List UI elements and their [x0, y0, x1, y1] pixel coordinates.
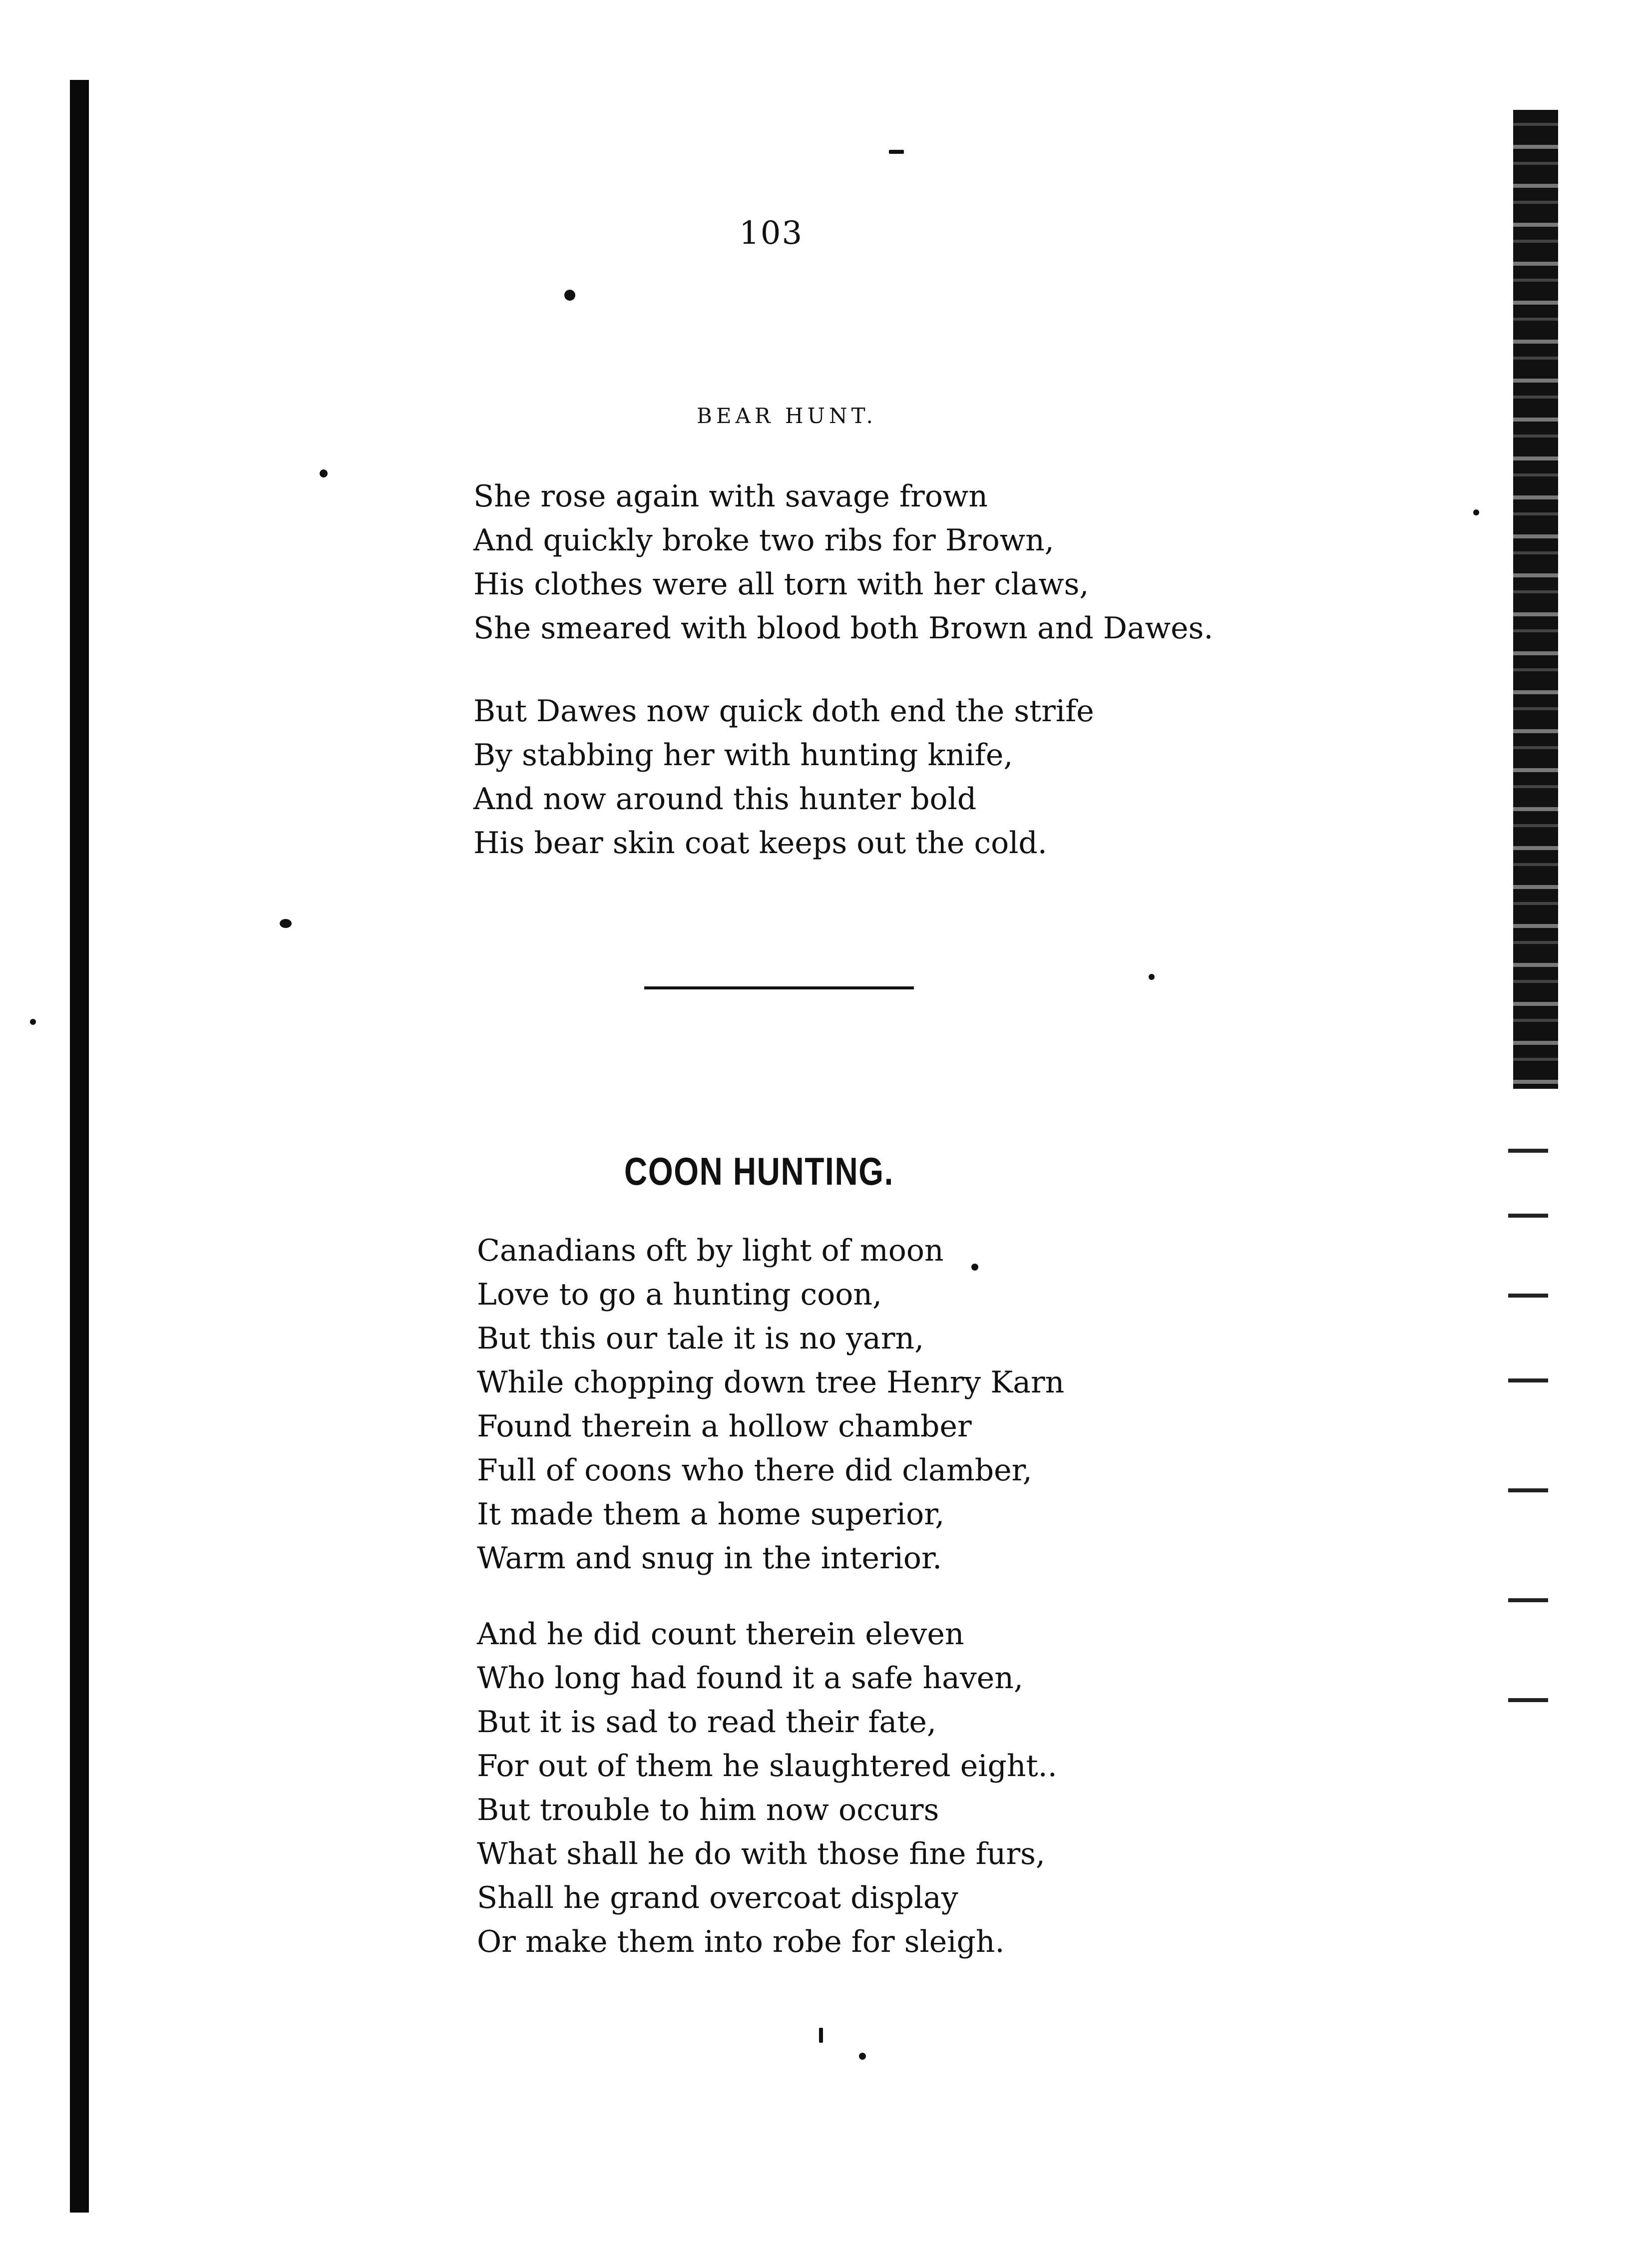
verse-line: Full of coons who there did clamber, — [477, 1453, 1032, 1488]
coon-hunting-stanza-1 — [477, 1229, 1064, 1580]
scan-edge-right — [1513, 110, 1558, 1089]
section-divider — [644, 986, 914, 989]
verse-line: His clothes were all torn with her claws, — [473, 567, 1089, 602]
running-head: BEAR HUNT. — [697, 404, 877, 428]
scan-speck — [859, 2053, 866, 2060]
coon-hunting-stanza-2 — [477, 1612, 1057, 1964]
verse-line: For out of them he slaughtered eight.. — [477, 1749, 1057, 1784]
verse-line: It made them a home superior, — [477, 1497, 945, 1532]
verse-line: But this our tale it is no yarn, — [477, 1321, 924, 1356]
scan-edge-marks — [1498, 1129, 1558, 1728]
scan-speck — [280, 919, 292, 928]
verse-line: But trouble to him now occurs — [477, 1793, 939, 1827]
scan-speck — [320, 469, 328, 477]
page-number: 103 — [739, 215, 804, 252]
bear-hunt-stanza-1 — [473, 474, 1213, 650]
verse-line: What shall he do with those fine furs, — [477, 1836, 1046, 1871]
poem-title: COON HUNTING. — [624, 1149, 894, 1193]
scan-speck — [819, 2028, 823, 2043]
verse-line: Found therein a hollow chamber — [477, 1409, 972, 1444]
verse-line: Canadians oft by light of moon — [477, 1233, 944, 1268]
verse-line: While chopping down tree Henry Karn — [477, 1365, 1065, 1400]
verse-line: Who long had found it a safe haven, — [477, 1661, 1024, 1696]
verse-line: She smeared with blood both Brown and Dawes. — [473, 611, 1214, 646]
verse-line: And quickly broke two ribs for Brown, — [473, 523, 1054, 558]
verse-line: And now around this hunter bold — [473, 782, 977, 817]
verse-line: Or make them into robe for sleigh. — [477, 1924, 1005, 1959]
verse-line: But it is sad to read their fate, — [477, 1705, 937, 1740]
verse-line: And he did count therein eleven — [477, 1617, 964, 1652]
verse-line: Shall he grand overcoat display — [477, 1880, 958, 1915]
scan-speck — [1473, 509, 1479, 515]
scan-speck — [30, 1019, 36, 1025]
scan-speck — [971, 1264, 978, 1271]
scan-speck — [889, 150, 904, 154]
scan-speck — [1149, 974, 1155, 980]
verse-line: But Dawes now quick doth end the strife — [473, 694, 1094, 729]
verse-line: His bear skin coat keeps out the cold. — [473, 826, 1047, 861]
binding-edge — [70, 80, 89, 2213]
verse-line: Love to go a hunting coon, — [477, 1277, 882, 1312]
scan-speck — [564, 290, 575, 301]
verse-line: She rose again with savage frown — [473, 479, 988, 514]
bear-hunt-stanza-2 — [473, 689, 1094, 865]
verse-line: By stabbing her with hunting knife, — [473, 738, 1013, 773]
verse-line: Warm and snug in the interior. — [477, 1541, 942, 1576]
